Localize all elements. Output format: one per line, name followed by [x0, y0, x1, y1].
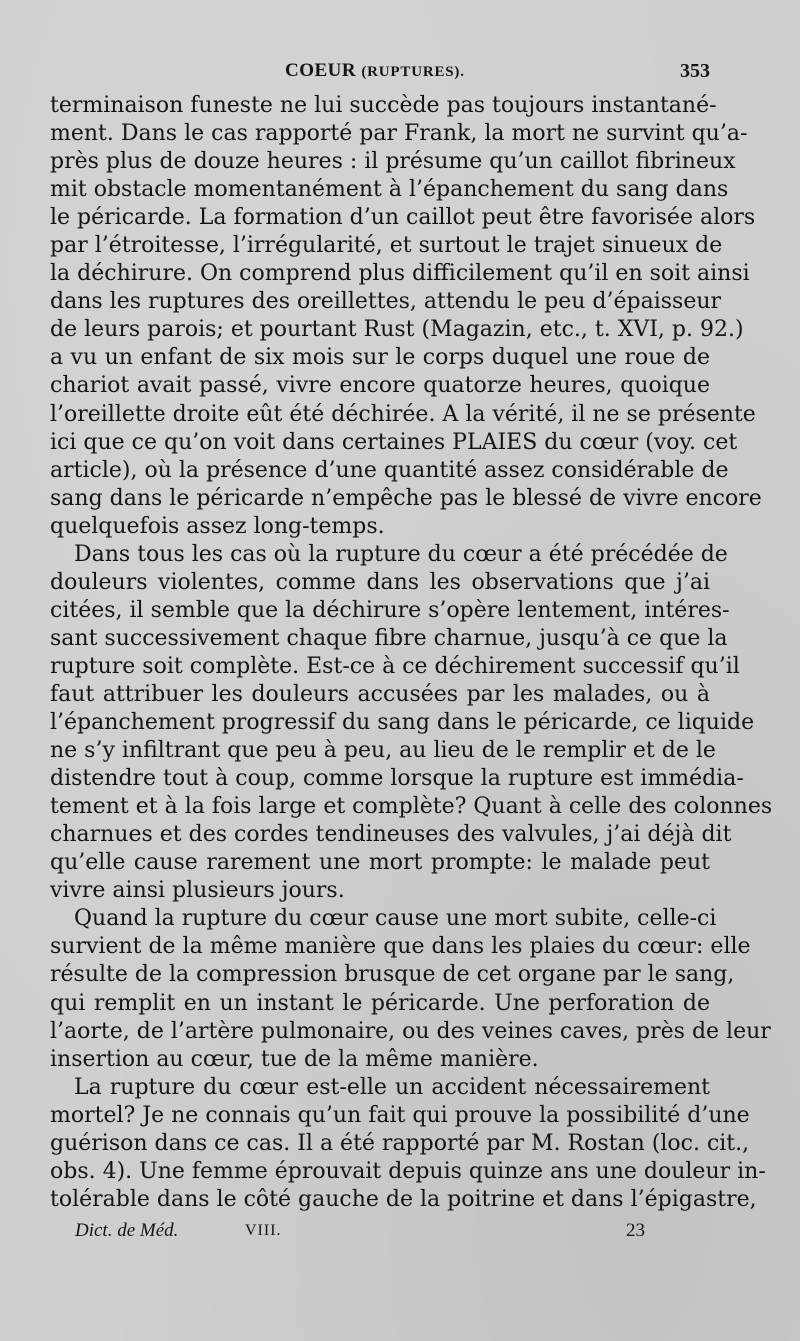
text-line: ici que ce qu’on voit dans certaines PLAIES du cœur (voy. cet	[50, 429, 738, 455]
text-line: charnues et des cordes tendineuses des valvules, j’ai déjà dit	[50, 822, 732, 848]
text-line: rupture soit complète. Est-ce à ce déchirement successif qu’il	[50, 653, 740, 679]
text-line: la déchirure. On comprend plus difficilement qu’il en soit ainsi	[50, 261, 750, 287]
text-line: a vu un enfant de six mois sur le corps duquel une roue de	[50, 345, 710, 371]
text-line: près plus de douze heures : il présume qu’un caillot fibrineux	[50, 149, 736, 175]
text-line: résulte de la compression brusque de cet organe par le sang,	[50, 962, 735, 988]
text-line: guérison dans ce cas. Il a été rapporté par M. Rostan (loc. cit.,	[50, 1130, 750, 1156]
text-line: sant successivement chaque fibre charnue, jusqu’à ce que la	[50, 625, 728, 651]
running-title-sub: (RUPTURES).	[361, 64, 465, 80]
text-line: article), où la présence d’une quantité assez considérable de	[50, 457, 729, 483]
volume-number: VIII.	[245, 1222, 282, 1239]
text-line: qui remplit en un instant le péricarde. Une perforation de	[50, 990, 710, 1016]
text-line: faut attribuer les douleurs accusées par les malades, ou à	[50, 681, 710, 707]
text-line: de leurs parois; et pourtant Rust (Magazin, etc., t. XVI, p. 92.)	[50, 317, 744, 343]
text-line: l’épanchement progressif du sang dans le péricarde, ce liquide	[50, 710, 755, 736]
paragraph-start-line: La rupture du cœur est-elle un accident nécessairement	[74, 1074, 710, 1100]
page-footer	[75, 1220, 645, 1250]
text-line: tolérable dans le côté gauche de la poitrine et dans l’épigastre,	[50, 1186, 757, 1212]
paragraph-start-line: Quand la rupture du cœur cause une mort subite, celle-ci	[74, 906, 717, 932]
text-line: l’aorte, de l’artère pulmonaire, ou des veines caves, près de leur	[50, 1018, 771, 1044]
text-line: citées, il semble que la déchirure s’opère lentement, intéres-	[50, 597, 730, 623]
running-title-main: COEUR	[285, 60, 357, 81]
page-header	[50, 60, 710, 90]
text-line: le péricarde. La formation d’un caillot peut être favorisée alors	[50, 205, 756, 231]
text-line: douleurs violentes, comme dans les observations que j’ai	[50, 569, 710, 595]
text-line: terminaison funeste ne lui succède pas toujours instantané-	[50, 93, 717, 118]
text-line: mortel? Je ne connais qu’un fait qui prouve la possibilité d’une	[50, 1102, 750, 1128]
text-line: sang dans le péricarde n’empêche pas le blessé de vivre encore	[50, 485, 762, 511]
signature-mark: Dict. de Méd.	[75, 1220, 179, 1241]
text-line: l’oreillette droite eût été déchirée. A la vérité, il ne se présente	[50, 401, 756, 427]
body-text	[50, 92, 773, 1214]
sheet-number: 23	[626, 1220, 645, 1241]
text-line: dans les ruptures des oreillettes, attendu le peu d’épaisseur	[50, 289, 722, 315]
text-line: ment. Dans le cas rapporté par Frank, la mort ne survint qu’a-	[50, 121, 748, 147]
text-line: par l’étroitesse, l’irrégularité, et surtout le trajet sinueux de	[50, 233, 723, 259]
text-line: tement et à la fois large et complète? Quant à celle des colonnes	[50, 794, 773, 820]
paragraph-end-line: vivre ainsi plusieurs jours.	[50, 878, 345, 904]
text-line: chariot avait passé, vivre encore quatorze heures, quoique	[50, 373, 710, 399]
text-line: distendre tout à coup, comme lorsque la rupture est immédia-	[50, 766, 744, 792]
text-line: obs. 4). Une femme éprouvait depuis quinze ans une douleur in-	[50, 1158, 766, 1184]
text-line: mit obstacle momentanément à l’épanchement du sang dans	[50, 177, 729, 203]
paragraph-start-line: Dans tous les cas où la rupture du cœur a été précédée de	[74, 541, 728, 567]
text-line: ne s’y infiltrant que peu à peu, au lieu de le remplir et de le	[50, 738, 716, 764]
running-title	[285, 60, 465, 82]
text-line: survient de la même manière que dans les plaies du cœur: elle	[50, 934, 751, 960]
page-number: 353	[680, 60, 710, 82]
text-line: qu’elle cause rarement une mort prompte: le malade peut	[50, 850, 710, 876]
paragraph-end-line: quelquefois assez long-temps.	[50, 513, 385, 539]
paragraph-end-line: insertion au cœur, tue de la même manière.	[50, 1046, 539, 1072]
